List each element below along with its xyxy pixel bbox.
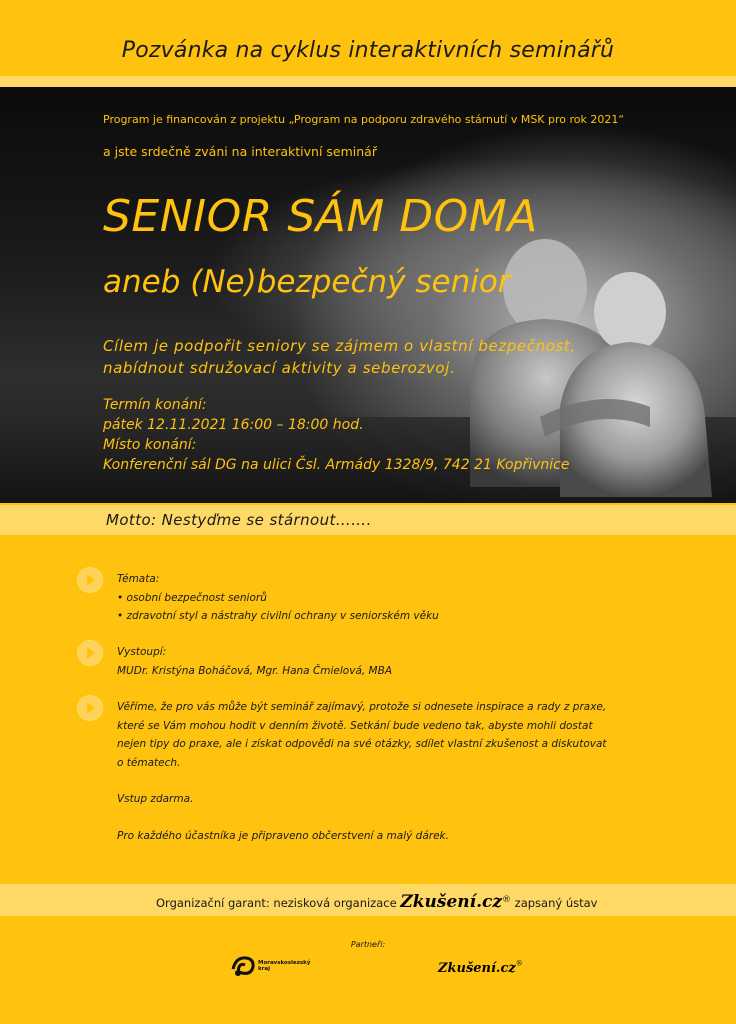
motto-band [0,505,736,535]
topic-item: • zdravotní styl a nástrahy civilní ochrany v seniorském věku [117,610,439,622]
speakers-label: Vystoupí: [117,646,167,658]
registered-mark: ® [502,895,512,906]
partners-label: Partneři: [350,940,386,949]
organizer-suffix: zapsaný ústav [514,896,598,910]
entry-note: Vstup zdarma. [117,793,194,805]
event-title: SENIOR SÁM DOMA [103,191,538,242]
play-bullet-icon [78,568,102,592]
funding-note: Program je financován z projektu „Program na podporu zdravého stárnutí v MSK pro rok 2021“ [103,113,625,126]
place-label: Místo konání: [103,437,197,453]
speakers-names: MUDr. Kristýna Boháčová, Mgr. Hana Čmielová, MBA [117,664,392,677]
date-label: Termín konání: [103,397,207,413]
topics-label: Témata: [117,573,160,585]
goal-line-1: Cílem je podpořit seniory se zájmem o vlastní bezpečnost, [103,337,576,355]
invite-text: a jste srdečně zváni na interaktivní seminář [103,144,377,159]
header [0,0,736,76]
description-line: Věříme, že pro vás může být seminář zajímavý, protože si odnesete inspirace a rady z praxe, [117,701,607,713]
partner-msk-name: Moravskoslezský kraj [258,960,311,972]
description-line: které se Vám mohou hodit v denním životě. Setkání bude vedeno tak, abyste mohli dostat [117,719,593,732]
speakers-section [117,643,392,680]
organizer-logo: Zkušení.cz [400,892,503,912]
event-details [103,395,569,475]
partner-msk-logo [230,953,320,983]
place-value: Konferenční sál DG na ulici Čsl. Armády 1328/9, 742 21 Kopřivnice [103,457,570,473]
page-title: Pozvánka na cyklus interaktivních seminářů [121,38,615,63]
hero-photo-section [0,87,736,503]
play-bullet-icon [78,696,102,720]
goal-line-2: nabídnout sdružovací aktivity a seberozvoj. [103,359,456,377]
play-bullet-icon [78,641,102,665]
gift-note: Pro každého účastníka je připraveno občerstvení a malý dárek. [117,829,449,842]
partner-zkuseni-name: Zkušení.cz [438,961,516,976]
partner-zkuseni-logo [438,957,523,976]
header-divider [0,76,736,87]
date-value: pátek 12.11.2021 16:00 – 18:00 hod. [103,417,364,433]
event-subtitle: aneb (Ne)bezpečný senior [103,264,511,300]
description-line: o tématech. [117,756,181,769]
registered-mark: ® [515,959,523,968]
goal-text [103,335,576,379]
organizer-band [0,884,736,916]
motto-text: Motto: Nestyďme se stárnout……. [106,511,372,529]
description-section [117,698,607,845]
topic-item: • osobní bezpečnost seniorů [117,591,267,604]
organizer-prefix: Organizační garant: nezisková organizace [156,896,397,910]
organizer-line [156,892,598,912]
topics-section [117,570,439,626]
description-line: nejen tipy do praxe, ale i získat odpovědi na své otázky, sdílet vlastní zkušenost a diskutovat [117,738,607,750]
msk-emblem-icon [230,953,256,979]
